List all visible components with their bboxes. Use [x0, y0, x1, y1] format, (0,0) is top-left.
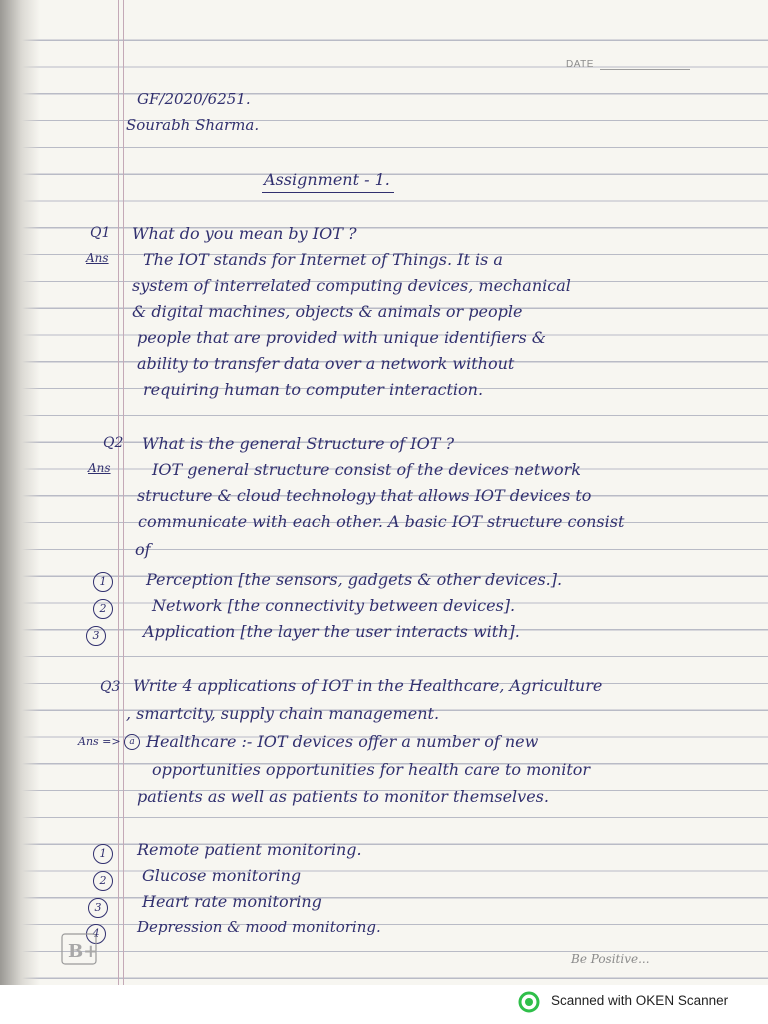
q2-list-item: Perception [the sensors, gadgets & other devices.]. [146, 570, 563, 589]
q1-answer-line: The IOT stands for Internet of Things. It is a [143, 250, 503, 269]
q2-list-number: 3 [86, 626, 106, 646]
q2-answer-line: structure & cloud technology that allows IOT devices to [137, 486, 592, 505]
q2-list-item: Network [the connectivity between devices]. [152, 596, 516, 615]
date-line [600, 69, 690, 70]
q3-list-item: Heart rate monitoring [142, 892, 322, 911]
oken-scanner-logo-icon [518, 991, 540, 1013]
page-spine-shadow [0, 0, 40, 985]
q2-question: What is the general Structure of IOT ? [142, 434, 455, 453]
q1-label: Q1 [90, 225, 111, 241]
q3-label: Q3 [100, 679, 121, 695]
q2-label: Q2 [103, 435, 124, 451]
q2-answer-line: communicate with each other. A basic IOT structure consist [138, 512, 625, 531]
q1-answer-line: system of interrelated computing devices, mechanical [132, 276, 571, 295]
q3-question-line: Write 4 applications of IOT in the Healthcare, Agriculture [133, 676, 603, 695]
scanner-watermark-text: Scanned with OKEN Scanner [551, 993, 729, 1008]
svg-text:B+: B+ [68, 941, 99, 962]
q1-answer-line: & digital machines, objects & animals or people [132, 302, 523, 321]
q3-list-number: 3 [88, 898, 108, 918]
q3-answer-line: patients as well as patients to monitor themselves. [137, 787, 549, 806]
q2-answer-line: of [135, 540, 151, 559]
q1-answer-line: requiring human to computer interaction. [143, 380, 484, 399]
q3-answer-line: Healthcare :- IOT devices offer a number of new [146, 732, 539, 751]
q1-ans-label: Ans [86, 251, 109, 265]
q3-ans-label: Ans => [78, 735, 121, 748]
q3-list-item: Remote patient monitoring. [137, 840, 362, 859]
q3-question-line: , smartcity, supply chain management. [126, 704, 440, 723]
q1-answer-line: ability to transfer data over a network without [137, 354, 515, 373]
q3-answer-line: opportunities opportunities for health care to monitor [152, 760, 591, 779]
margin-line-right [123, 0, 124, 985]
student-name: Sourabh Sharma. [126, 116, 260, 134]
roll-number: GF/2020/6251. [137, 90, 251, 108]
q3-list-number: 1 [93, 844, 113, 864]
q3-list-item: Depression & mood monitoring. [137, 918, 381, 936]
q2-answer-line: IOT general structure consist of the devices network [152, 460, 581, 479]
q2-list-number: 1 [93, 572, 113, 592]
q2-list-item: Application [the layer the user interacts with]. [143, 622, 520, 641]
q2-list-number: 2 [93, 599, 113, 619]
q2-ans-label: Ans [88, 461, 111, 475]
brand-logo-icon [60, 932, 100, 972]
q3-list-item: Glucose monitoring [142, 866, 302, 885]
q3-list-number: 2 [93, 871, 113, 891]
q3-list-number: 4 [86, 924, 106, 944]
q3-bullet-icon: a [124, 734, 140, 750]
date-label: DATE [566, 59, 594, 70]
q1-question: What do you mean by IOT ? [132, 224, 357, 243]
margin-line-left [118, 0, 119, 985]
brand-slogan: Be Positive... [571, 952, 650, 966]
assignment-title: Assignment - 1. [264, 170, 390, 189]
title-underline [262, 192, 394, 193]
q1-answer-line: people that are provided with unique identifiers & [137, 328, 546, 347]
